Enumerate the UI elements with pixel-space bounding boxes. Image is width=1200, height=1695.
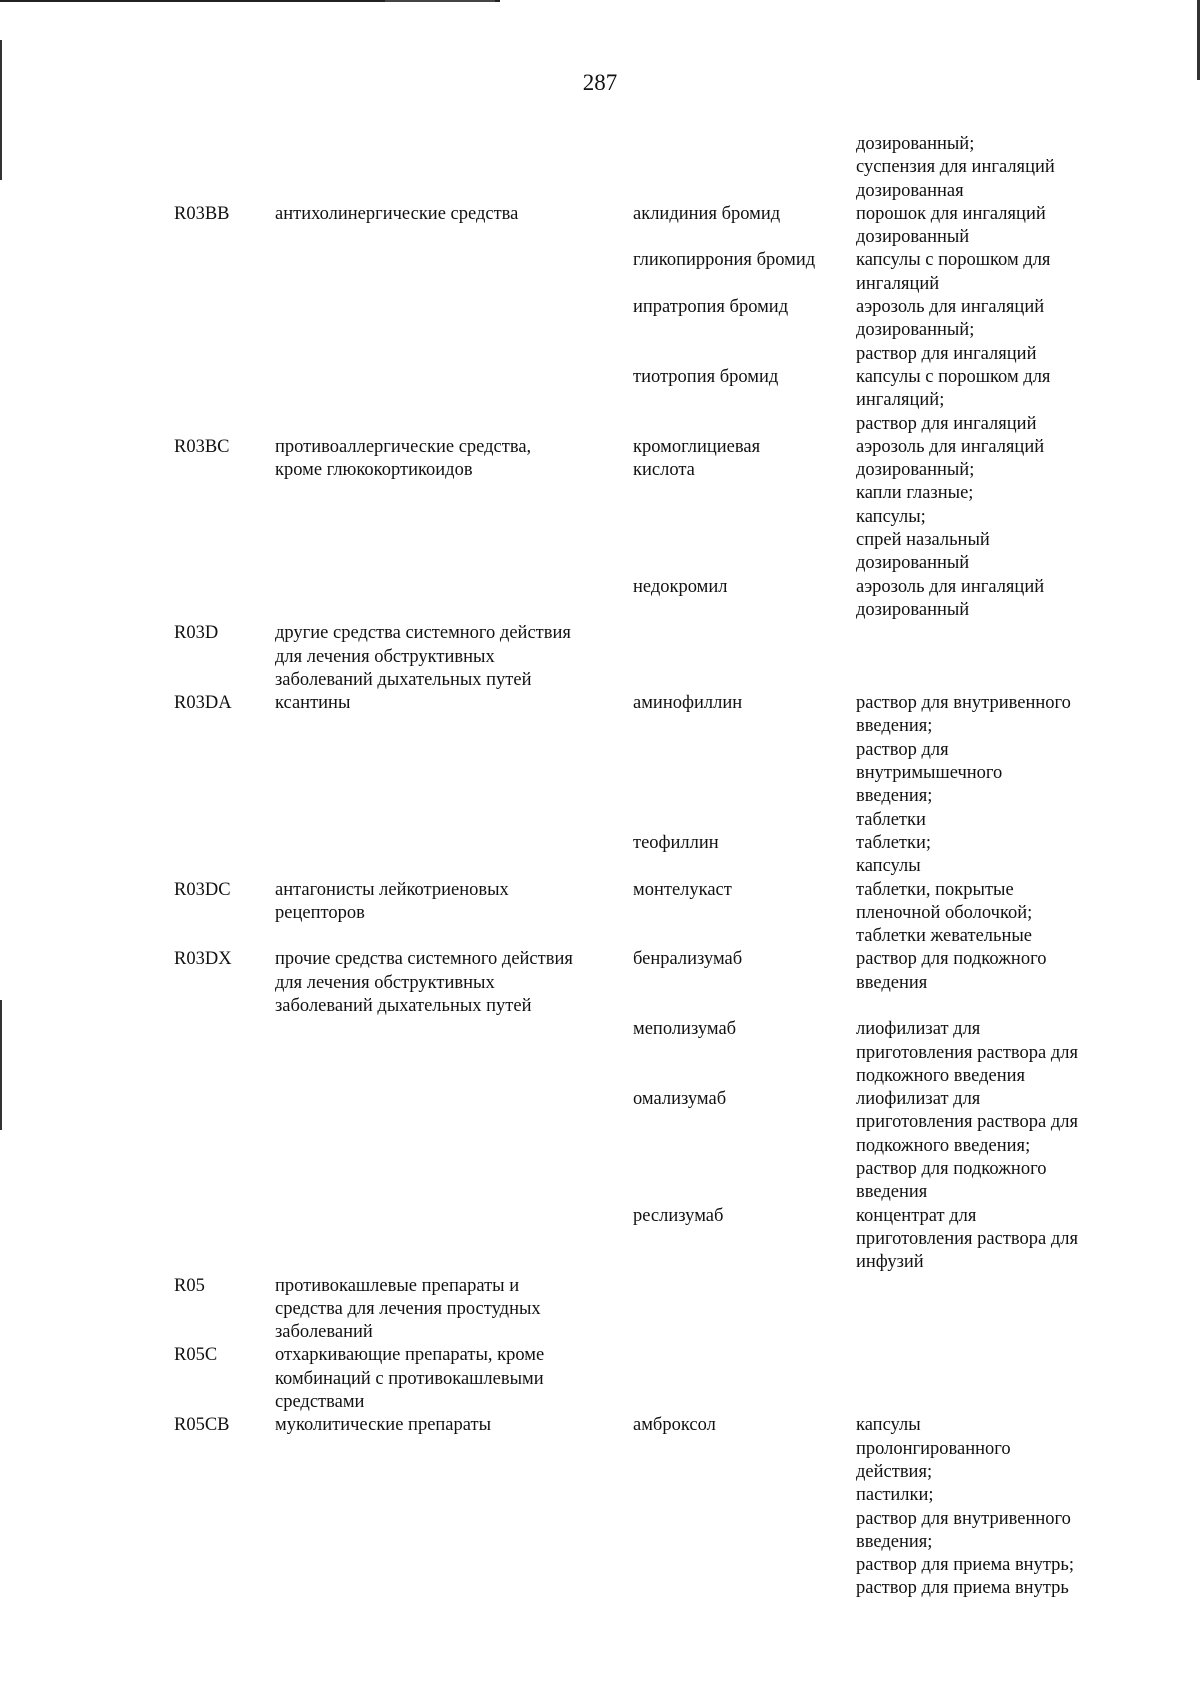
dosage-form: дозированный; xyxy=(856,460,975,481)
dosage-form: раствор для внутривенного xyxy=(856,693,1071,714)
table-row xyxy=(174,1344,1106,1414)
atc-code-cell xyxy=(174,133,275,203)
atc-code-cell xyxy=(174,1205,275,1275)
pharm-group-cell: отхаркивающие препараты, кроме комбинаций с противокашлевыми средствами xyxy=(275,1345,545,1413)
scan-artifact-left-edge xyxy=(0,40,2,180)
dosage-forms-cell xyxy=(856,296,1106,366)
table-row xyxy=(174,249,1106,296)
drug-name-cell: монтелукаст xyxy=(633,879,732,900)
dosage-form: ингаляций; xyxy=(856,390,945,411)
table-row xyxy=(174,1414,1106,1600)
drug-name-cell: недокромил xyxy=(633,576,728,597)
pharm-group-cell xyxy=(275,133,633,203)
dosage-forms-cell xyxy=(856,948,1106,1018)
table-row xyxy=(174,1088,1106,1204)
pharm-group-cell xyxy=(275,1018,633,1088)
dosage-form: пролонгированного xyxy=(856,1438,1011,1459)
dosage-forms-cell xyxy=(856,1088,1106,1204)
dosage-forms-cell xyxy=(856,879,1106,949)
dosage-forms-cell xyxy=(856,1414,1106,1600)
atc-code-cell: R05C xyxy=(174,1345,218,1366)
dosage-form: капсулы xyxy=(856,856,921,877)
dosage-form: суспензия для ингаляций xyxy=(856,157,1055,178)
dosage-forms-cell xyxy=(856,832,1106,879)
atc-code-cell: R05CB xyxy=(174,1415,230,1436)
drug-name-cell: омализумаб xyxy=(633,1089,727,1110)
dosage-form: раствор для ингаляций xyxy=(856,413,1037,434)
dosage-form: действия; xyxy=(856,1461,933,1482)
dosage-form: введения xyxy=(856,1182,928,1203)
atc-code-cell xyxy=(174,1088,275,1204)
drug-name-cell xyxy=(633,133,856,203)
dosage-form: таблетки; xyxy=(856,832,932,853)
table-row xyxy=(174,366,1106,436)
dosage-form: введения; xyxy=(856,1531,933,1552)
table-row xyxy=(174,1275,1106,1345)
dosage-form: ингаляций xyxy=(856,273,940,294)
atc-code-cell xyxy=(174,1018,275,1088)
drug-name-cell: бенрализумаб xyxy=(633,949,743,970)
atc-code-cell: R03DX xyxy=(174,949,232,970)
dosage-form: раствор для приема внутрь xyxy=(856,1578,1069,1599)
drug-name-cell: меполизумаб xyxy=(633,1019,737,1040)
dosage-form: капли глазные; xyxy=(856,483,974,504)
drug-name-cell xyxy=(633,1344,856,1414)
dosage-forms-cell xyxy=(856,622,1106,692)
dosage-forms-cell xyxy=(856,203,1106,250)
pharm-group-cell xyxy=(275,576,633,623)
pharm-group-cell: противокашлевые препараты и средства для лечения простудных заболеваний xyxy=(275,1275,541,1343)
drug-name-cell xyxy=(633,622,856,692)
dosage-form: таблетки жевательные xyxy=(856,926,1032,947)
table-row xyxy=(174,203,1106,250)
dosage-form: раствор для подкожного xyxy=(856,1159,1047,1180)
dosage-form: дозированный xyxy=(856,599,970,620)
dosage-forms-cell xyxy=(856,133,1106,203)
table-row xyxy=(174,576,1106,623)
dosage-forms-cell xyxy=(856,366,1106,436)
dosage-form: введения; xyxy=(856,786,933,807)
pharm-group-cell: другие средства системного действия для лечения обструктивных заболеваний дыхательных путей xyxy=(275,623,571,690)
pharm-group-cell: ксантины xyxy=(275,693,351,714)
drug-name-cell: реслизумаб xyxy=(633,1205,724,1226)
pharm-group-cell: муколитические препараты xyxy=(275,1415,492,1436)
table-row xyxy=(174,692,1106,832)
drug-name-cell: аминофиллин xyxy=(633,693,743,714)
dosage-form: раствор для подкожного xyxy=(856,949,1047,970)
dosage-form: приготовления раствора для xyxy=(856,1112,1078,1133)
dosage-form: капсулы xyxy=(856,1415,921,1436)
dosage-form: введения; xyxy=(856,716,933,737)
atc-code-cell: R03BB xyxy=(174,203,230,224)
dosage-forms-cell xyxy=(856,249,1106,296)
dosage-form: таблетки xyxy=(856,809,926,830)
dosage-form: таблетки, покрытые xyxy=(856,879,1014,900)
pharm-group-cell xyxy=(275,366,633,436)
dosage-form: инфузий xyxy=(856,1252,924,1273)
table-row xyxy=(174,948,1106,1018)
pharm-group-cell xyxy=(275,249,633,296)
dosage-form: пастилки; xyxy=(856,1485,934,1506)
drug-name-cell: теофиллин xyxy=(633,832,719,853)
drug-name-cell: амброксол xyxy=(633,1415,716,1436)
dosage-forms-cell xyxy=(856,436,1106,576)
dosage-form: дозированный xyxy=(856,227,970,248)
dosage-form: подкожного введения xyxy=(856,1065,1026,1086)
atc-table-body xyxy=(174,133,1106,1601)
dosage-form: аэрозоль для ингаляций xyxy=(856,576,1045,597)
pharm-group-cell xyxy=(275,1205,633,1275)
pharm-group-cell: антагонисты лейкотриеновых рецепторов xyxy=(275,879,509,923)
table-row xyxy=(174,436,1106,576)
dosage-form: дозированная xyxy=(856,180,964,201)
dosage-form: дозированный; xyxy=(856,134,975,154)
dosage-form: приготовления раствора для xyxy=(856,1042,1078,1063)
dosage-form: капсулы; xyxy=(856,506,926,527)
pharm-group-cell xyxy=(275,1088,633,1204)
drug-name-cell: аклидиния бромид xyxy=(633,203,781,224)
dosage-form: введения xyxy=(856,972,928,993)
atc-code-cell xyxy=(174,576,275,623)
dosage-form: раствор для xyxy=(856,739,949,760)
dosage-forms-cell xyxy=(856,692,1106,832)
atc-code-cell xyxy=(174,249,275,296)
dosage-form: подкожного введения; xyxy=(856,1135,1031,1156)
dosage-form: аэрозоль для ингаляций xyxy=(856,297,1045,318)
atc-code-cell: R03DA xyxy=(174,693,232,714)
dosage-form: капсулы с порошком для xyxy=(856,250,1051,271)
dosage-forms-cell xyxy=(856,1205,1106,1275)
atc-drug-table xyxy=(174,133,1106,1601)
table-row xyxy=(174,296,1106,366)
drug-name-cell: тиотропия бромид xyxy=(633,366,779,387)
atc-code-cell: R03DC xyxy=(174,879,231,900)
table-row xyxy=(174,832,1106,879)
atc-code-cell xyxy=(174,296,275,366)
pharm-group-cell: прочие средства системного действия для лечения обструктивных заболеваний дыхательных путей xyxy=(275,949,573,1016)
dosage-form: спрей назальный xyxy=(856,530,990,551)
pharm-group-cell: антихолинергические средства xyxy=(275,203,519,224)
dosage-forms-cell xyxy=(856,576,1106,623)
atc-code-cell: R03D xyxy=(174,623,219,644)
dosage-form: концентрат для xyxy=(856,1205,977,1226)
table-row xyxy=(174,622,1106,692)
table-row xyxy=(174,879,1106,949)
dosage-form: пленочной оболочкой; xyxy=(856,902,1033,923)
dosage-form: порошок для ингаляций xyxy=(856,203,1046,224)
table-row xyxy=(174,133,1106,203)
pharm-group-cell xyxy=(275,296,633,366)
atc-code-cell: R05 xyxy=(174,1275,205,1296)
drug-name-cell: ипратропия бромид xyxy=(633,297,789,318)
dosage-form: лиофилизат для xyxy=(856,1019,981,1040)
dosage-forms-cell xyxy=(856,1275,1106,1345)
dosage-form: приготовления раствора для xyxy=(856,1228,1078,1249)
dosage-form: раствор для приема внутрь; xyxy=(856,1555,1074,1576)
table-row xyxy=(174,1018,1106,1088)
atc-code-cell xyxy=(174,832,275,879)
drug-name-cell: кромоглициевая кислота xyxy=(633,436,761,481)
dosage-form: раствор для ингаляций xyxy=(856,343,1037,364)
dosage-form: внутримышечного xyxy=(856,763,1003,784)
scan-artifact-top-line xyxy=(385,0,495,2)
drug-name-cell: гликопиррония бромид xyxy=(633,250,816,271)
dosage-form: аэрозоль для ингаляций xyxy=(856,436,1045,457)
page-number: 287 xyxy=(582,70,618,95)
atc-code-cell xyxy=(174,366,275,436)
dosage-form: раствор для внутривенного xyxy=(856,1508,1071,1529)
dosage-form: дозированный xyxy=(856,553,970,574)
dosage-form: дозированный; xyxy=(856,320,975,341)
drug-name-cell xyxy=(633,1275,856,1345)
scan-artifact-left-edge xyxy=(0,1000,2,1130)
pharm-group-cell xyxy=(275,832,633,879)
pharm-group-cell: противоаллергические средства, кроме глюкокортикоидов xyxy=(275,436,532,481)
dosage-form: лиофилизат для xyxy=(856,1089,981,1110)
dosage-forms-cell xyxy=(856,1344,1106,1414)
dosage-forms-cell xyxy=(856,1018,1106,1088)
dosage-form: капсулы с порошком для xyxy=(856,366,1051,387)
table-row xyxy=(174,1205,1106,1275)
atc-code-cell: R03BC xyxy=(174,436,230,457)
